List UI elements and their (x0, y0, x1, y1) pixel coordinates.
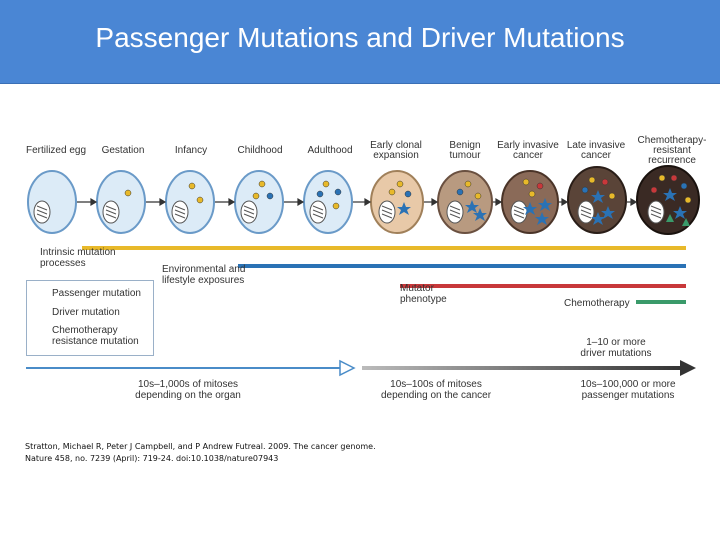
bar-environmental (238, 264, 686, 268)
cell-early-invasive-cancer (502, 171, 558, 233)
stage-label-early-clonal-expansion: Early clonal expansion (370, 140, 422, 161)
arrow-label-middle: 10s–100s of mitoses depending on the cancer (380, 379, 492, 401)
arrow-label-right-bottom: 10s–100,000 or more passenger mutations (580, 379, 676, 401)
stage-label-fertilized-egg: Fertilized egg (25, 145, 87, 156)
stage-label-childhood: Childhood (237, 145, 283, 156)
legend-driver-label: Driver mutation (52, 307, 120, 318)
label-environmental: Environmental and lifestyle exposures (162, 264, 246, 286)
stage-label-adulthood: Adulthood (307, 145, 353, 156)
legend-passenger-label: Passenger mutation (52, 288, 141, 299)
arrow-label-left: 10s–1,000s of mitoses depending on the organ (135, 379, 241, 401)
legend-chemo-resistance-label: Chemotherapy resistance mutation (52, 325, 139, 347)
citation-text: Stratton, Michael R, Peter J Campbell, and P Andrew Futreal. 2009. The cancer genome. Nature 458, no. 7239 (April): 719-24. doi:10.1038/nature07943 (25, 442, 376, 463)
cell-early-clonal-expansion (371, 171, 423, 233)
cell-fertilized-egg (28, 171, 76, 233)
cell-late-invasive-cancer (568, 167, 626, 233)
stage-label-gestation: Gestation (101, 145, 145, 156)
label-mutator: Mutator phenotype (400, 283, 447, 305)
stage-label-chemo-resistant-recurrence: Chemotherapy-resistant recurrence (637, 135, 707, 166)
bottom-arrow-left (26, 361, 354, 375)
slide-title: Passenger Mutations and Driver Mutations (95, 22, 625, 53)
bottom-arrow-right (362, 360, 696, 376)
arrow-label-right-top: 1–10 or more driver mutations (580, 337, 652, 359)
cell-infancy (166, 171, 214, 233)
cell-childhood (235, 171, 283, 233)
cell-chemo-resistant-recurrence (637, 166, 699, 234)
cell-row (28, 166, 699, 234)
stage-label-early-invasive-cancer: Early invasive cancer (497, 140, 559, 161)
stage-label-late-invasive-cancer: Late invasive cancer (566, 140, 626, 161)
cell-adulthood (304, 171, 352, 233)
cell-gestation (97, 171, 145, 233)
cell-benign-tumour (438, 171, 492, 233)
stage-label-benign-tumour: Benign tumour (449, 140, 481, 161)
label-intrinsic: Intrinsic mutation processes (40, 247, 116, 269)
bar-intrinsic (82, 246, 686, 250)
stage-label-infancy: Infancy (174, 145, 208, 156)
label-chemo: Chemotherapy (564, 298, 630, 309)
